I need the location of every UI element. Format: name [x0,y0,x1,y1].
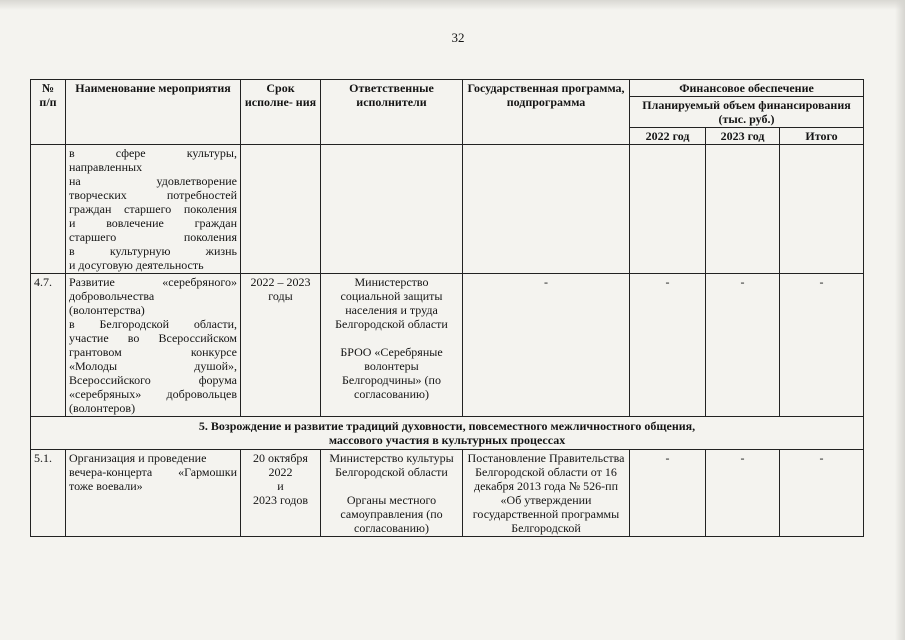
term-line: 20 октября [253,451,308,465]
name-line: (волонтерства) [69,303,145,317]
row-4-7-2022: - [630,274,706,417]
name-line: грантовом конкурсе [69,345,237,359]
row-5-1-2022: - [630,450,706,537]
cont-line: в сфере культуры, [69,146,237,160]
cont-total [780,145,864,274]
cont-term [241,145,321,274]
cont-line: и досуговую деятельность [69,258,204,272]
cont-line: в культурную жизнь [69,244,237,258]
cont-2022 [630,145,706,274]
header-2022: 2022 год [630,128,706,145]
cont-line: на удовлетворение [69,174,237,188]
cont-executors [321,145,463,274]
scan-edge-right [895,0,905,640]
name-line: участие во Всероссийском [69,331,237,345]
table-row-continuation [31,145,864,274]
name-line: вечера-концерта «Гармошки [69,465,237,479]
table-row-4-7 [31,274,864,417]
header-num: № п/п [31,80,66,145]
term-line: 2022 [268,465,293,479]
executor-1: Министерство культуры Белгородской области [329,451,454,479]
cont-line: и вовлечение граждан [69,216,237,230]
name-line: в Белгородской области, [69,317,237,331]
section-5-line-1: 5. Возрождение и развитие традиций духовности, повсеместного межличностного общения, [198,419,696,433]
row-4-7-executors [321,274,463,417]
section-5-title [31,417,864,450]
row-4-7-total: - [780,274,864,417]
row-4-7-term: 2022 – 2023 годы [241,274,321,417]
cont-num [31,145,66,274]
executor-2: БРОО «Серебряные волонтеры Белгородчины» (по согласованию) [340,345,443,401]
row-5-1-executors [321,450,463,537]
row-5-1-program: Постановление Правительства Белгородской области от 16 декабря 2013 года № 526-пп «Об утверждении государственной программы Белгородской [463,450,630,537]
plan-table [30,79,864,537]
section-5-line-2: массового участия в культурных процессах [328,433,566,447]
cont-name [66,145,241,274]
cont-line: творческих потребностей [69,188,237,202]
row-5-1-total: - [780,450,864,537]
header-name: Наименование мероприятия [66,80,241,145]
row-4-7-num: 4.7. [31,274,66,417]
term-line: 2023 годов [252,493,309,507]
row-5-1-term [241,450,321,537]
cont-program [463,145,630,274]
executor-1: Министерство социальной защиты населения и труда Белгородской области [335,275,448,331]
header-planned: Планируемый объем финансирования (тыс. руб.) [630,97,864,128]
name-line: тоже воевали» [69,479,143,493]
table-row-5-1 [31,450,864,537]
name-line: Развитие «серебряного» [69,275,237,289]
header-term: Срок исполне- ния [241,80,321,145]
row-5-1-num: 5.1. [31,450,66,537]
row-5-1-name [66,450,241,537]
header-finance: Финансовое обеспечение [630,80,864,97]
row-4-7-name [66,274,241,417]
row-4-7-program: - [463,274,630,417]
term-line: и [277,479,284,493]
header-executors: Ответственные исполнители [321,80,463,145]
header-program: Государственная программа, подпрограмма [463,80,630,145]
page-number: 32 [451,30,465,45]
row-4-7-2023: - [706,274,780,417]
spacer [324,331,459,345]
cont-2023 [706,145,780,274]
cont-line: старшего поколения [69,230,237,244]
name-line: «Молоды душой», [69,359,237,373]
header-total: Итого [780,128,864,145]
name-line: Организация и проведение [69,451,207,465]
header-2023: 2023 год [706,128,780,145]
spacer [324,479,459,493]
header-row-1 [31,80,864,97]
name-line: (волонтеров) [69,401,136,415]
name-line: «серебряных» добровольцев [69,387,237,401]
row-5-1-2023: - [706,450,780,537]
section-5-row [31,417,864,450]
scan-edge-top [0,0,905,10]
cont-line: направленных [69,160,143,174]
cont-line: граждан старшего поколения [69,202,237,216]
executor-2: Органы местного самоуправления (по согласованию) [340,493,443,535]
name-line: добровольчества [69,289,155,303]
name-line: Всероссийского форума [69,373,237,387]
